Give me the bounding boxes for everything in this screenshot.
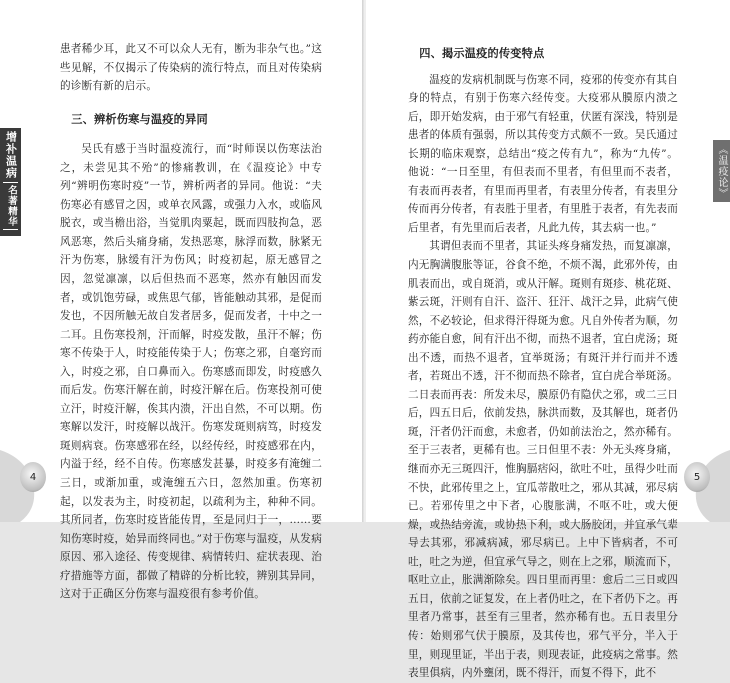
section-heading: 四、揭示温疫的传变特点	[419, 46, 545, 60]
paragraph: 温疫的发病机制既与伤寒不同，疫邪的传变亦有其自身的特点，有别于伤寒六经传变。大疫邪从膜原内溃之后，即开始发病，由于邪气有轻重，伏匿有深浅，特别是患者的体质有强弱，所以其传变方式颇不一致。吴氏通过长期的临床观察，总结出“疫之传有九”，称为“九传”。他说：“一日至里，有但表而不里者，有但里而不表者，有表而再表者，有里而再里者，有表里分传者，有表里分传而再分传者，有表胜于里者，有里胜于表者，有先表而后里者，有先里而后表者，凡此九传，其去病一也。”	[408, 73, 678, 234]
page-number-badge	[20, 462, 46, 492]
page-number: 4	[29, 471, 37, 483]
chapter-tab-title: 《温疫论》	[716, 143, 727, 199]
left-page	[0, 0, 364, 601]
paragraph-continued: 患者稀少耳，此又不可以众人无有，断为非杂气也。”这些见解，不仅揭示了传染病的流行特点，而且对传染病的诊断有新的启示。	[60, 43, 322, 93]
right-text-column	[408, 44, 678, 683]
book-series-title: 增补温病	[4, 131, 18, 179]
book-series-subtitle: 名著精华	[3, 182, 18, 230]
paragraph: 吴氏有感于当时温疫流行，而“时师误以伤寒法治之，未尝见其不殆”的惨痛教训，在《温疫论》中专列“辨明伤寒时疫”一节，辨析两者的异同。他说：“夫伤寒必有感冒之因，或单衣风露，或强力入水，或临风脱衣，或当檐出浴，当觉肌肉粟起，既而四肢拘急，恶风恶寒，然后头痛身痛，发热恶寒，脉浮而数，脉紧无汗为伤寒，脉缓有汗为伤风；时疫初起，原无感冒之因，忽觉凛凛，以后但热而不恶寒，然亦有触因而发者，或饥饱劳碌，或焦思气郁，皆能触动其邪，是促而发也，不因所触无故自发者居多，促而发者，十中之一二耳。且伤寒投剂，汗而解，时疫发散，虽汗不解；伤寒不传染于人，时疫能传染于人；伤寒之邪，自毫窍而入，时疫之邪，自口鼻而入。伤寒感而即发，时疫感久而后发。伤寒汗解在前，时疫汗解在后。伤寒投剂可使立汗，时疫汗解，俟其内溃，汗出自然，不可以期。伤寒解以发汗，时疫解以战汗。伤寒发斑则病笃，时疫发斑则病衰。伤寒感邪在经，以经传经，时疫感邪在内，内溢于经，经不自传。伤寒感发甚暴，时疫多有淹缠二三日，或渐加重，或淹缠五六日，忽然加重。伤寒初起，以发表为主，时疫初起，以疏利为主，种种不同。其所同者，伤寒时疫皆能传胃，至是同归于一，……要知伤寒时疫，始异而终同也。”对于伤寒与温疫，从发病原因、邪入途径、传变规律、病情转归、症状表现、治疗措施等方面，都做了精辟的分析比较，辨别其异同，这对于正确区分伤寒与温疫很有参考价值。	[60, 143, 322, 601]
chapter-tab	[713, 140, 730, 202]
book-series-tab	[0, 128, 21, 236]
page-number: 5	[693, 471, 701, 483]
left-text-column	[60, 40, 322, 604]
page-number-badge	[684, 462, 710, 492]
paragraph: 其谓但表而不里者，其证头疼身痛发热，而复凛凛，内无胸满腹胀等证，谷食不绝，不烦不渴，此邪外传，由肌表而出，或自斑消，或从汗解。斑则有斑疹、桃花斑、紫云斑，汗则有自汗、盗汗、狂汗、战汗之异，此病气使然，不必较论，但求得汗得斑为愈。凡自外传者为顺，勿药亦能自愈，间有汗出不彻，而热不退者，宜白虎汤；斑出不透，而热不退者，宜举斑汤；有斑汗并行而并不透者，若斑出不透，汗不彻而热不除者，宜白虎合举斑汤。二日表而再表：所发未尽，膜原仍有隐伏之邪，或二三日后，四五日后，依前发热，脉洪而数，及其解也，斑者仍斑，汗者仍汗而愈，未愈者，仍如前法治之，然亦稀有。至于三表者，更稀有也。三日但里不表：外无头疼身痛，继而亦无三斑四汗，惟胸膈痞闷，欲吐不吐，虽得少吐而不快，此邪传里之上，宜瓜蒂散吐之，邪从其减，邪尽病已。若邪传里之中下者，心腹胀满，不呕不吐，或大便燥，或热结旁流，或协热下利，或大肠胶闭，并宜承气辈导去其邪，邪减病减，邪尽病已。上中下皆病者，不可吐，吐之为逆，但宜承气导之，则在上之邪，顺流而下，呕吐立止，胀满渐除矣。四日里而再里：愈后二三日或四五日，依前之证复发，在上者仍吐之，在下者仍下之。再里者乃常事，甚至有三里者，然亦稀有也。五日表里分传：始则邪气伏于膜原，及其传也，邪气平分，半入于里，则现里证，半出于表，则现表证，此疫病之常事。然表里俱病，内外壅闭，既不得汗，而复不得下，此不	[408, 240, 678, 680]
section-heading: 三、辨析伤寒与温疫的异同	[71, 111, 208, 126]
right-page	[366, 0, 730, 680]
